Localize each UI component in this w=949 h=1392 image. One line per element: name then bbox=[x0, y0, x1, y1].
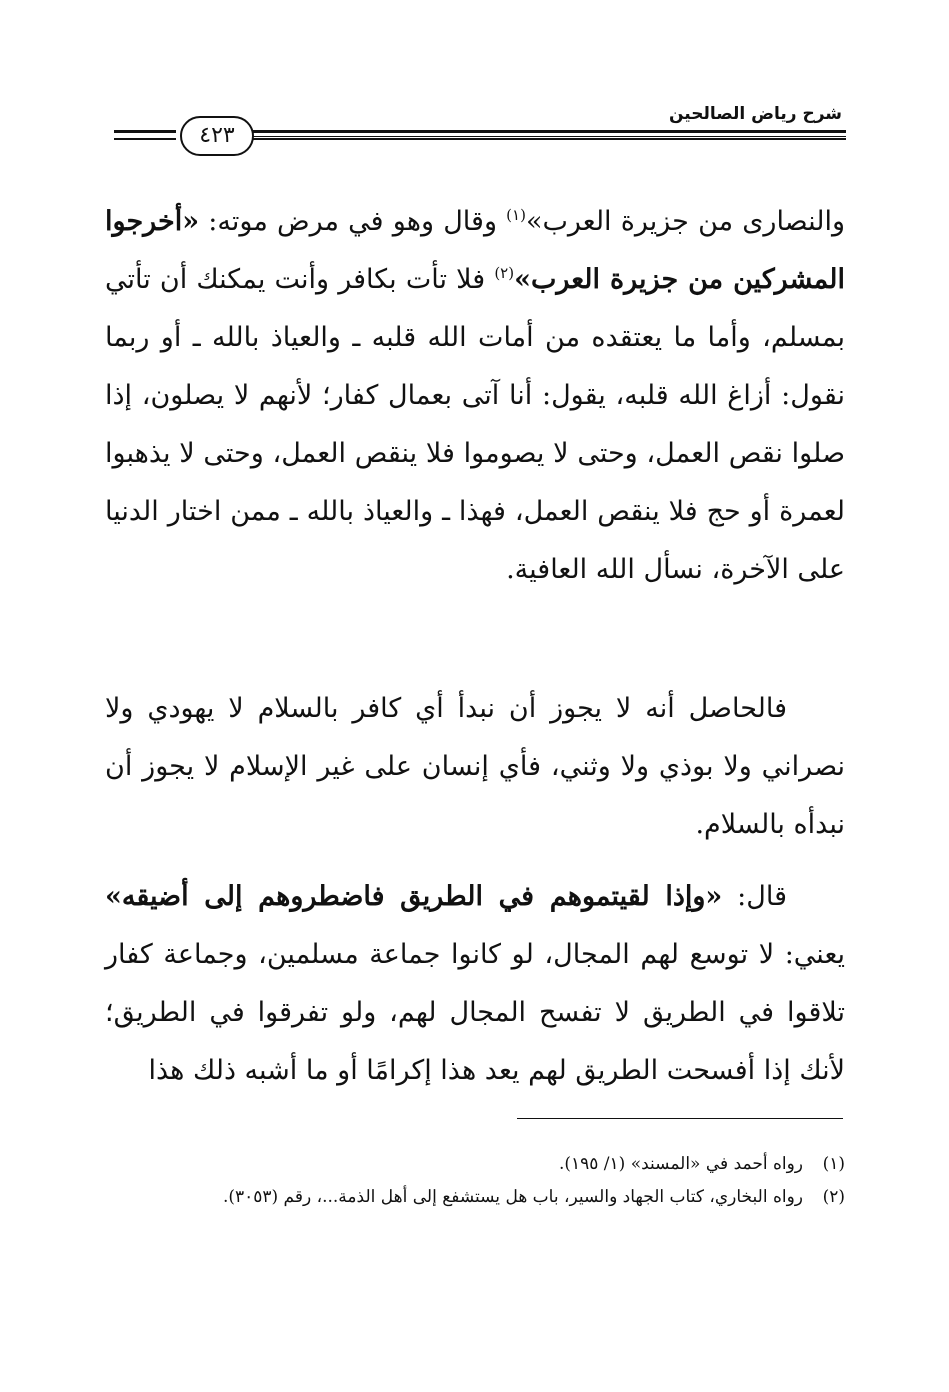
book-title: شرح رياض الصالحين bbox=[668, 104, 842, 124]
footnote-ref-2: (٢) bbox=[494, 264, 515, 282]
hadith-quote: «وإذا لقيتموهم في الطريق فاضطروهم إلى أضيقه» bbox=[105, 881, 723, 912]
paragraph-text: والنصارى من جزيرة العرب» bbox=[525, 206, 845, 237]
paragraph-text: يعني: لا توسع لهم المجال، لو كانوا جماعة مسلمين، وجماعة كفار تلاقوا في الطريق لا تفسح المجال لهم، ولو تفرقوا في الطريق؛ لأنك إذا أفسحت الطريق لهم يعد هذا إكرامًا أو ما أشبه ذلك هذا bbox=[105, 939, 846, 1086]
body-paragraph-1 bbox=[105, 193, 845, 599]
footnotes bbox=[105, 1148, 845, 1214]
header-rule-lower bbox=[253, 138, 846, 140]
footnote-text: رواه أحمد في «المسند» (١/ ١٩٥). bbox=[558, 1154, 803, 1174]
page-header bbox=[110, 96, 846, 156]
body-paragraph-2 bbox=[105, 680, 845, 854]
header-rule-left-lower bbox=[114, 138, 176, 140]
body-paragraph-3 bbox=[105, 868, 845, 1100]
footnote-separator bbox=[517, 1118, 843, 1119]
paragraph-text: فالحاصل أنه لا يجوز أن نبدأ أي كافر بالسلام لا يهودي ولا نصراني ولا بوذي ولا وثني، فأي إنسان على غير الإسلام لا يجوز أن نبدأه بالسلام. bbox=[105, 693, 845, 840]
header-rule-left bbox=[114, 130, 176, 133]
page-number: ٤٢٣ bbox=[180, 116, 254, 156]
header-rule bbox=[253, 130, 846, 137]
footnote-item bbox=[105, 1181, 845, 1214]
paragraph-text: وقال وهو في مرض موته: bbox=[199, 206, 507, 237]
paragraph-text: فلا تأت بكافر وأنت يمكنك أن تأتي بمسلم، وأما ما يعتقده من أمات الله قلبه ـ والعياذ بالله ـ أو ربما نقول: أزاغ الله قلبه، يقول: أنا آتى بعمال كفار؛ لأنهم لا يصلون، إذا صلوا نقص العمل، وحتى لا يصوموا فلا ينقص العمل، وحتى لا يذهبوا لعمرة أو حج فلا ينقص العمل، فهذا ـ والعياذ بالله ـ ممن اختار الدنيا على الآخرة، نسأل الله العافية. bbox=[105, 264, 845, 585]
footnote-number: (١) bbox=[822, 1154, 845, 1174]
footnote-number: (٢) bbox=[822, 1187, 845, 1207]
hadith-quote: «أخرجوا المشركين من جزيرة العرب» bbox=[105, 206, 845, 295]
footnote-ref-1: (١) bbox=[506, 206, 526, 224]
footnote-item bbox=[105, 1148, 845, 1181]
footnote-text: رواه البخاري، كتاب الجهاد والسير، باب هل يستشفع إلى أهل الذمة...، رقم (٣٠٥٣). bbox=[222, 1187, 803, 1207]
paragraph-text: قال: bbox=[722, 881, 787, 912]
